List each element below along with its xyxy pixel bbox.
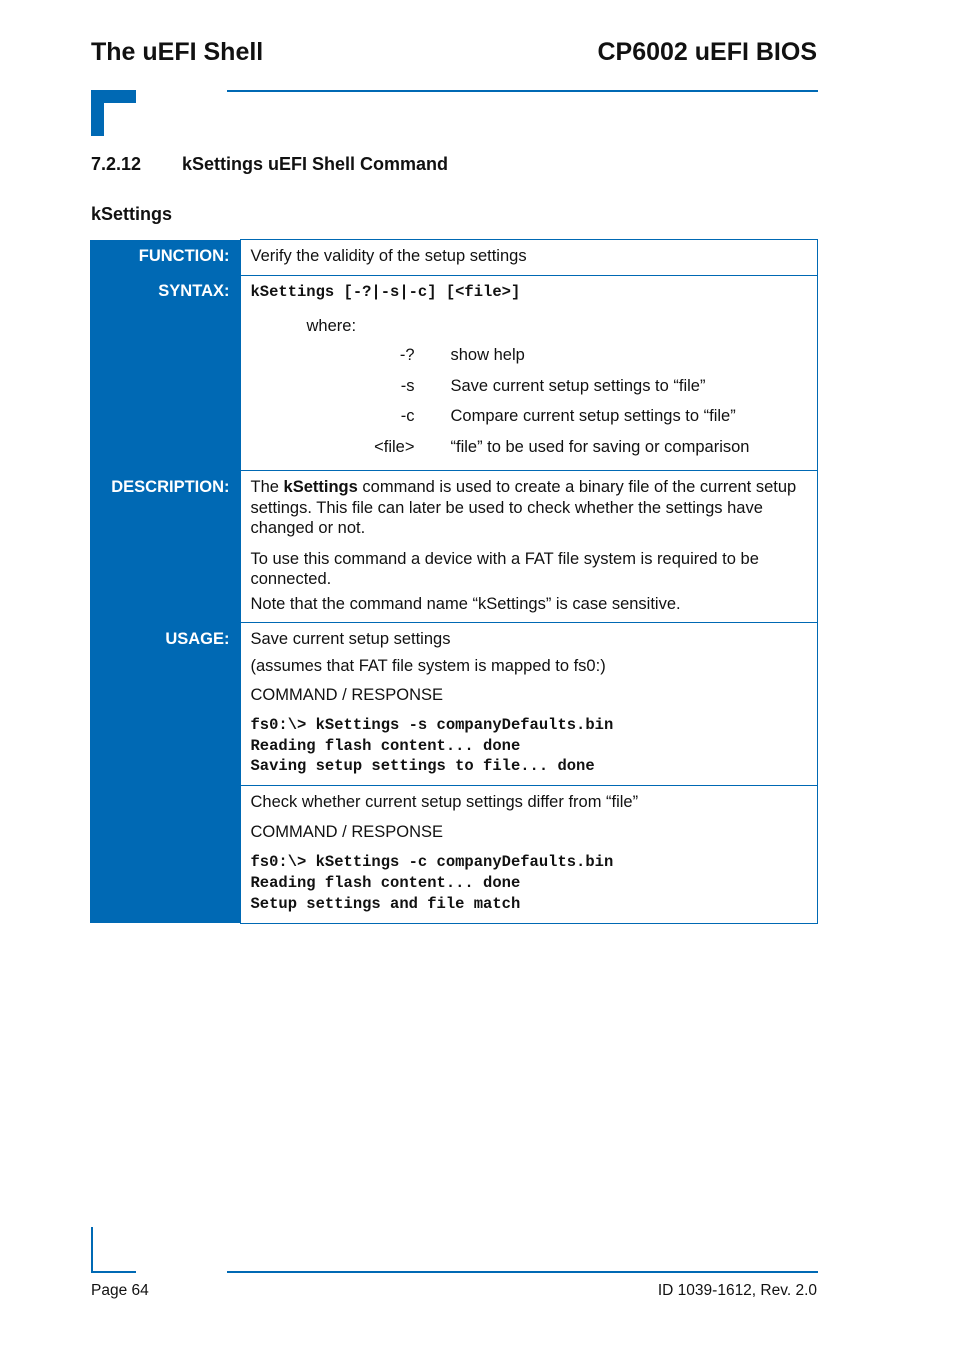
syntax-where-block (251, 316, 808, 462)
usage-1-code (251, 715, 808, 777)
description-paragraph-2: To use this command a device with a FAT file system is required to be connected. (250, 549, 759, 589)
usage-2-line-1: Check whether current setup settings differ from “file” (250, 793, 639, 812)
code-line: Setup settings and file match (250, 894, 521, 913)
option-desc: Save current setup settings to “file” (450, 376, 706, 395)
where-label: where: (306, 317, 357, 336)
description-paragraph-1 (251, 477, 808, 539)
description-paragraph-3: Note that the command name “kSettings” is case sensitive. (250, 594, 681, 613)
code-line: Reading flash content... done (250, 736, 521, 755)
document-id: ID 1039-1612, Rev. 2.0 (657, 1282, 817, 1299)
function-label: FUNCTION: (90, 240, 240, 276)
usage-1-line-1: Save current setup settings (250, 630, 451, 649)
function-value (240, 240, 818, 276)
usage-2-command-label: COMMAND / RESPONSE (250, 822, 444, 841)
usage-2-code (251, 852, 808, 914)
footer-rule (227, 1271, 818, 1273)
syntax-command: kSettings [-?|-s|-c] [<file>] (250, 282, 521, 301)
option-desc: show help (450, 346, 525, 365)
usage-label: USAGE: (90, 623, 240, 786)
option-key: <file> (374, 437, 415, 456)
option-desc: “file” to be used for saving or comparison (450, 437, 750, 456)
function-text: Verify the validity of the setup settings (250, 247, 527, 265)
description-value (240, 471, 818, 623)
description-label: DESCRIPTION: (90, 471, 240, 623)
section-title: kSettings uEFI Shell Command (182, 154, 449, 174)
description-text: command is used to create a binary file of the current setup settings. This file can later be used to check whether the settings have changed or not. (250, 478, 797, 538)
description-command-name: kSettings (283, 478, 358, 497)
section-number: 7.2.12 (91, 154, 142, 174)
command-reference-table (90, 239, 818, 924)
syntax-label: SYNTAX: (90, 275, 240, 471)
header-chapter-title: The uEFI Shell (91, 38, 264, 66)
option-row (307, 401, 808, 432)
usage-label-continuation (90, 786, 240, 923)
option-key: -c (400, 407, 415, 426)
option-row (307, 432, 808, 463)
usage-block-1 (240, 623, 818, 786)
header-rule (227, 90, 818, 92)
description-text: The (250, 478, 284, 497)
option-key: -s (400, 376, 415, 395)
page-number: Page 64 (91, 1282, 149, 1299)
corner-mark-bottom (91, 1227, 136, 1273)
code-line: fs0:\> kSettings -c companyDefaults.bin (250, 853, 614, 872)
command-heading: kSettings (91, 204, 173, 224)
code-line: fs0:\> kSettings -s companyDefaults.bin (250, 715, 614, 734)
usage-1-command-label: COMMAND / RESPONSE (250, 686, 444, 705)
function-row (90, 240, 818, 276)
syntax-value (240, 275, 818, 471)
code-line: Reading flash content... done (250, 873, 521, 892)
usage-row-1 (90, 623, 818, 786)
corner-mark-top (91, 90, 136, 136)
option-key: -? (399, 346, 415, 365)
usage-row-2 (90, 786, 818, 923)
code-line: Saving setup settings to file... done (250, 757, 595, 776)
usage-1-line-2: (assumes that FAT file system is mapped to fs0:) (250, 656, 606, 675)
option-row (307, 340, 808, 371)
usage-block-2 (240, 786, 818, 923)
description-row (90, 471, 818, 623)
option-row (307, 371, 808, 402)
option-desc: Compare current setup settings to “file” (450, 407, 736, 426)
header-document-title: CP6002 uEFI BIOS (597, 38, 817, 66)
syntax-row (90, 275, 818, 471)
